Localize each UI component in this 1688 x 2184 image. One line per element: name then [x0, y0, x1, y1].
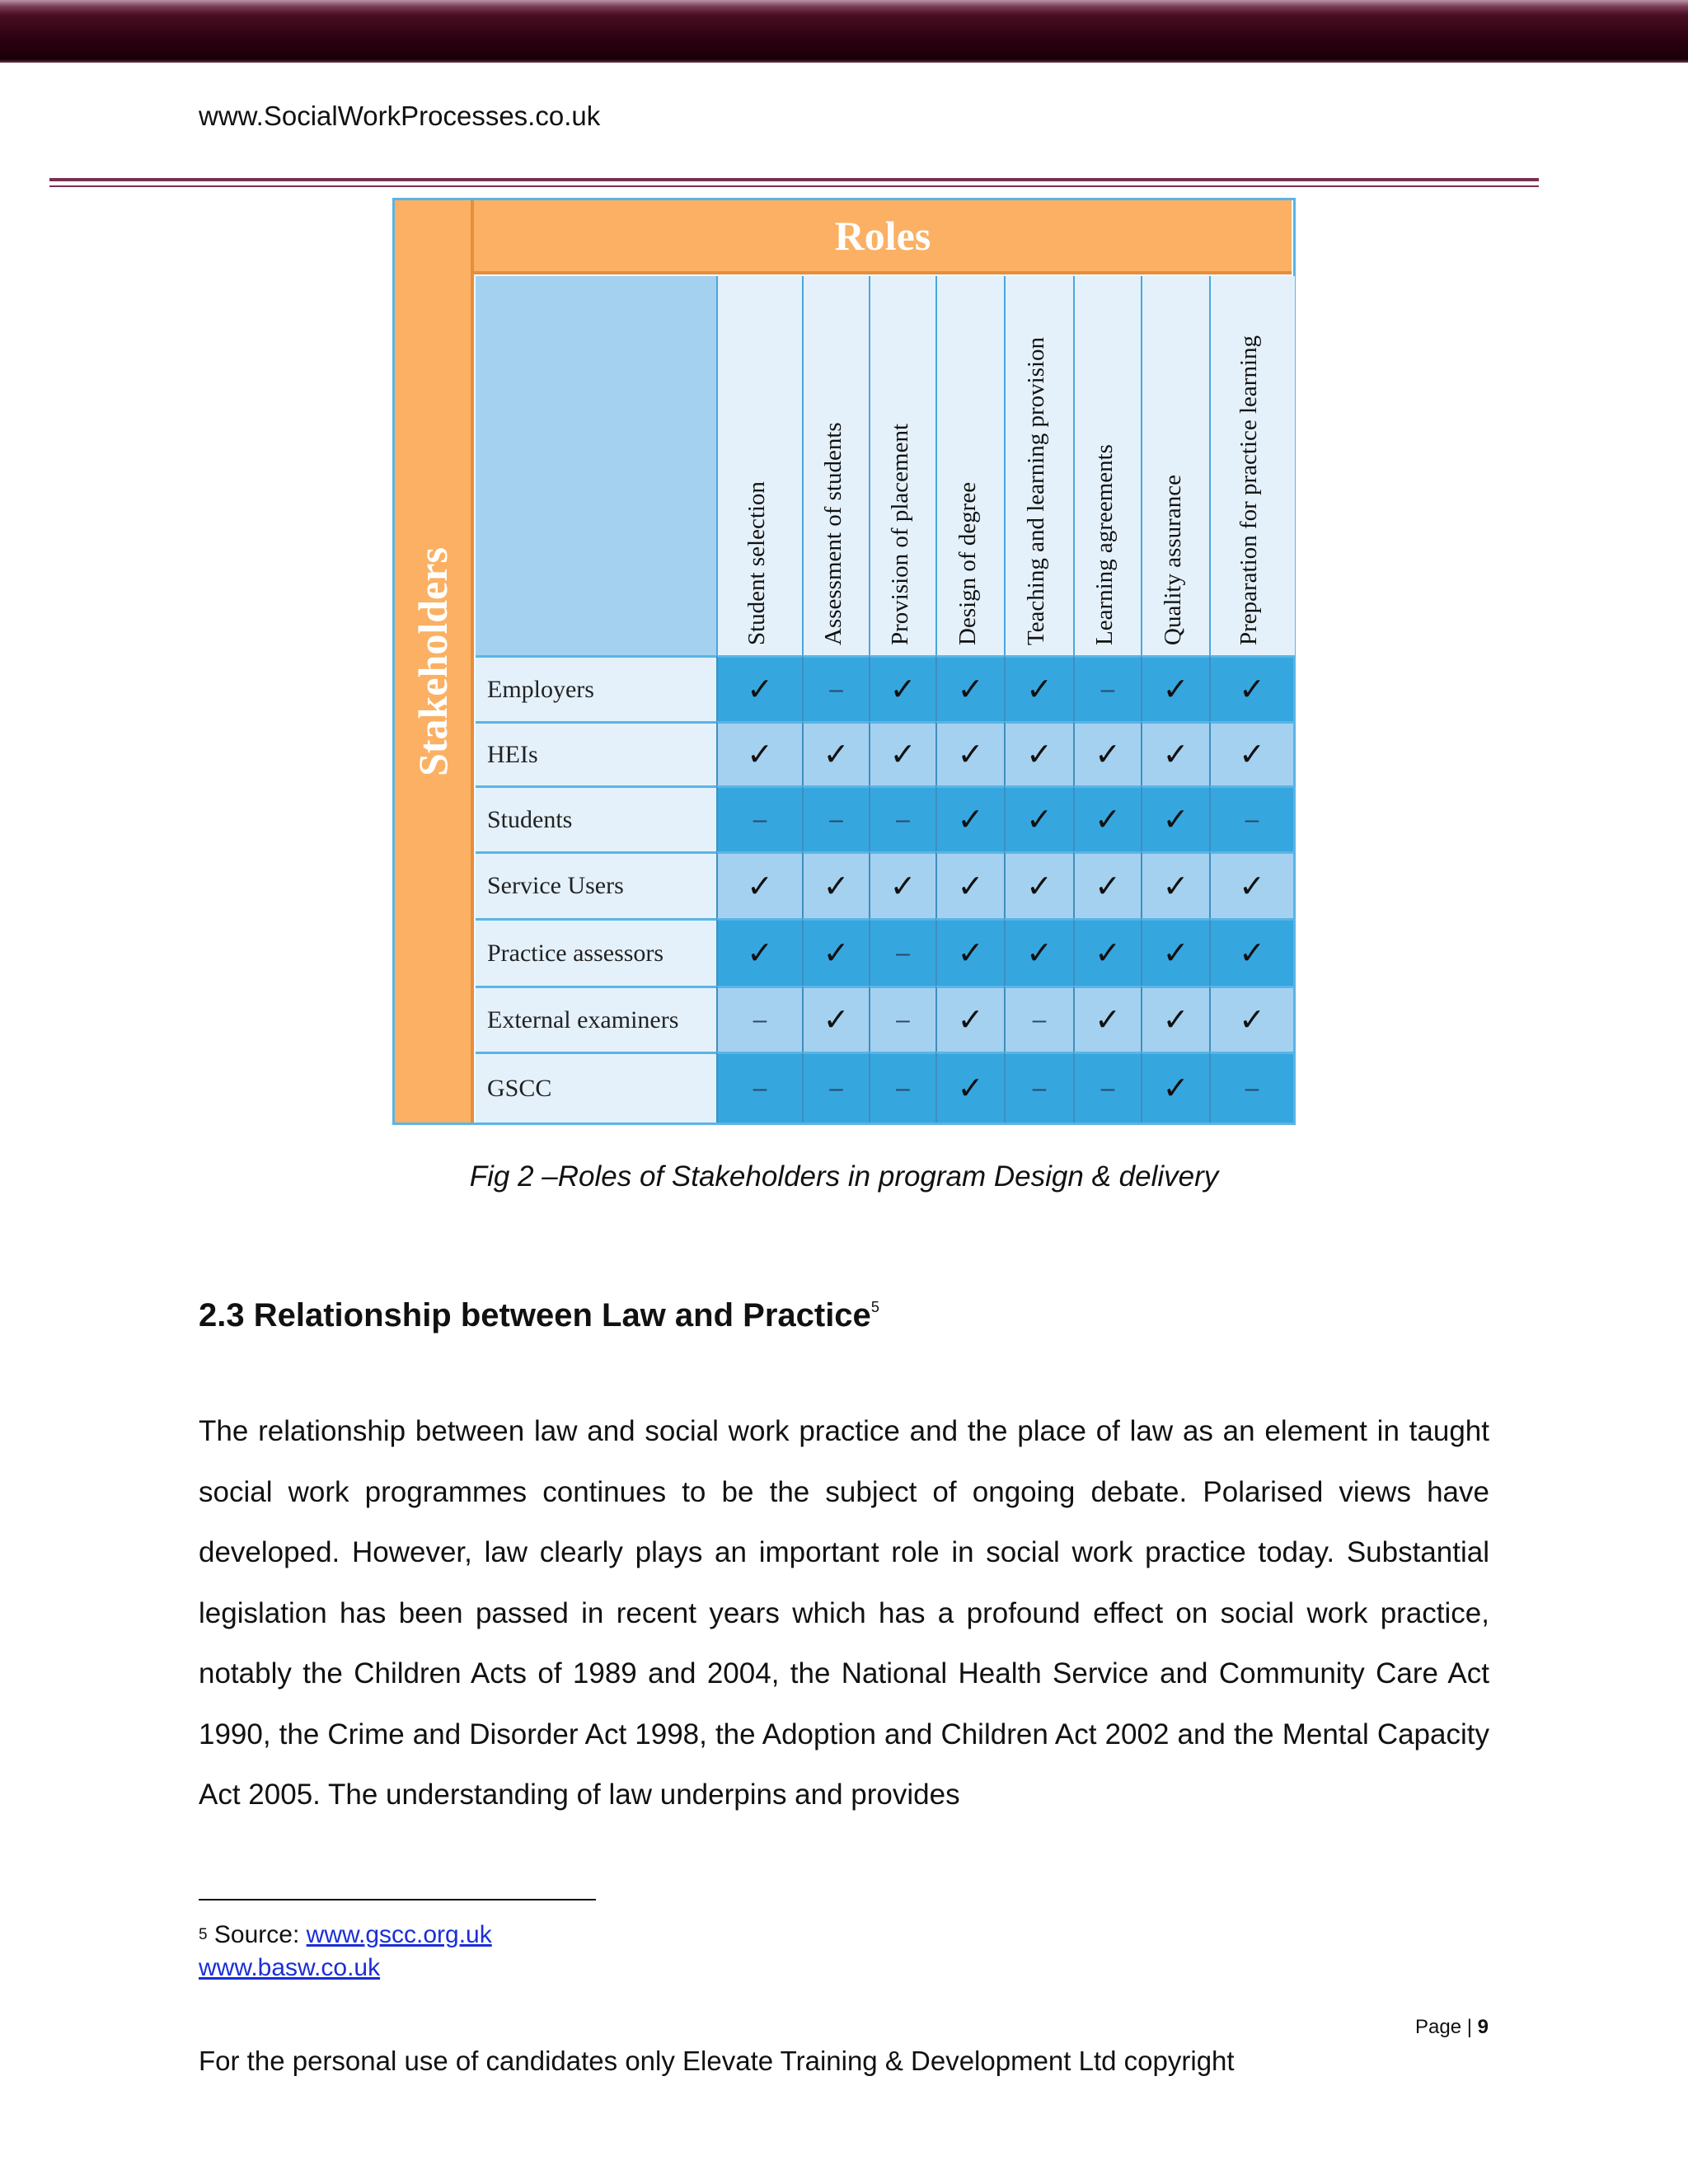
role-cell: ✓ — [869, 721, 935, 785]
role-cell: ✓ — [1209, 918, 1293, 986]
role-cell: – — [716, 785, 802, 851]
role-cell: ✓ — [716, 851, 802, 918]
role-cell: ✓ — [1073, 851, 1141, 918]
stakeholders-header-bar — [395, 200, 474, 1122]
role-cell: – — [1073, 655, 1141, 721]
column-header — [1073, 276, 1142, 655]
role-cell: ✓ — [1141, 785, 1209, 851]
roles-header-bar — [474, 200, 1292, 274]
top-banner — [0, 0, 1688, 63]
row-label: Practice assessors — [476, 918, 716, 986]
role-cell: – — [716, 1052, 802, 1122]
role-cell: ✓ — [1141, 721, 1209, 785]
column-header-label: Provision of placement — [886, 423, 913, 645]
role-cell: – — [1209, 1052, 1293, 1122]
section-heading — [199, 1297, 879, 1334]
role-cell: ✓ — [1004, 721, 1073, 785]
column-header — [802, 276, 870, 655]
column-header-label: Learning agreements — [1091, 444, 1118, 645]
role-cell: ✓ — [1209, 986, 1293, 1052]
role-cell: ✓ — [935, 655, 1004, 721]
column-header-label: Preparation for practice learning — [1236, 335, 1262, 645]
role-cell: – — [1209, 785, 1293, 851]
stakeholders-title: Stakeholders — [410, 547, 456, 776]
role-cell: ✓ — [802, 721, 869, 785]
role-cell: ✓ — [716, 721, 802, 785]
row-label: Students — [476, 785, 716, 851]
footer-copyright: For the personal use of candidates only Elevate Training & Development Ltd copyright — [199, 2046, 1235, 2076]
table-corner — [476, 276, 716, 655]
role-cell: – — [869, 1052, 935, 1122]
role-cell: – — [1073, 1052, 1141, 1122]
role-cell: ✓ — [1004, 785, 1073, 851]
body-paragraph: The relationship between law and social work practice and the place of law as an element in taught social work programmes continues to be the subject of ongoing debate. Polarised views have developed. However, law clearly plays an important role in social work practice today. Substantial legislation has been passed in recent years which has a profound effect on social work practice, notably the Children Acts of 1989 and 2004, the National Health Service and Community Care Act 1990, the Crime and Disorder Act 1998, the Adoption and Children Act 2002 and the Mental Capacity Act 2005. The understanding of law underpins and provides — [199, 1415, 1489, 1811]
footnote-source-label: Source: — [213, 1921, 300, 1948]
footnote-rule — [199, 1899, 596, 1900]
row-label: Service Users — [476, 851, 716, 918]
role-cell: ✓ — [1073, 785, 1141, 851]
figure-caption: Fig 2 –Roles of Stakeholders in program Design & delivery — [469, 1160, 1219, 1193]
role-cell: ✓ — [1004, 655, 1073, 721]
column-header — [1209, 276, 1295, 655]
role-cell: – — [1004, 986, 1073, 1052]
role-cell: ✓ — [802, 986, 869, 1052]
heading-footnote-ref: 5 — [870, 1299, 879, 1315]
role-cell: ✓ — [1073, 986, 1141, 1052]
column-header-label: Teaching and learning provision — [1023, 336, 1049, 645]
role-cell: ✓ — [1141, 918, 1209, 986]
section-heading-text: 2.3 Relationship between Law and Practice — [199, 1297, 871, 1333]
role-cell: ✓ — [1004, 918, 1073, 986]
page-number-value: 9 — [1477, 2016, 1489, 2038]
role-cell: ✓ — [716, 918, 802, 986]
footnote-link-basw[interactable]: www.basw.co.uk — [199, 1954, 381, 1981]
role-cell: ✓ — [1209, 721, 1293, 785]
role-cell: ✓ — [1004, 851, 1073, 918]
role-cell: ✓ — [802, 918, 869, 986]
row-label: HEIs — [476, 721, 716, 785]
header-rule-thin — [49, 185, 1539, 187]
role-cell: – — [802, 785, 869, 851]
column-header-label: Assessment of students — [819, 422, 846, 645]
role-cell: ✓ — [1141, 986, 1209, 1052]
footnote-link-gscc[interactable]: www.gscc.org.uk — [306, 1921, 492, 1948]
role-cell: ✓ — [935, 851, 1004, 918]
header-rule — [49, 178, 1539, 181]
role-cell: ✓ — [935, 918, 1004, 986]
column-header — [716, 276, 804, 655]
footnote — [199, 1919, 492, 1985]
roles-title: Roles — [834, 213, 931, 259]
column-header — [869, 276, 937, 655]
column-header — [1141, 276, 1211, 655]
role-cell: ✓ — [716, 655, 802, 721]
role-cell: ✓ — [802, 851, 869, 918]
stakeholder-roles-figure — [392, 198, 1296, 1125]
page-number — [1415, 2016, 1489, 2039]
row-label: GSCC — [476, 1052, 716, 1122]
role-cell: ✓ — [1141, 1052, 1209, 1122]
role-cell: ✓ — [935, 721, 1004, 785]
role-cell: ✓ — [935, 1052, 1004, 1122]
column-header-label: Student selection — [743, 481, 770, 645]
role-cell: – — [869, 986, 935, 1052]
role-cell: – — [869, 918, 935, 986]
role-cell: ✓ — [1141, 655, 1209, 721]
role-cell: ✓ — [1073, 918, 1141, 986]
column-header — [1004, 276, 1075, 655]
site-url: www.SocialWorkProcesses.co.uk — [199, 101, 601, 131]
row-label: External examiners — [476, 986, 716, 1052]
role-cell: ✓ — [1073, 721, 1141, 785]
role-cell: – — [716, 986, 802, 1052]
role-cell: – — [1004, 1052, 1073, 1122]
column-header — [935, 276, 1006, 655]
role-cell: – — [802, 1052, 869, 1122]
role-cell: ✓ — [869, 655, 935, 721]
footnote-number: 5 — [199, 1926, 208, 1943]
role-cell: ✓ — [1209, 851, 1293, 918]
column-header-label: Quality assurance — [1159, 475, 1186, 645]
role-cell: – — [869, 785, 935, 851]
row-label: Employers — [476, 655, 716, 721]
role-cell: ✓ — [935, 785, 1004, 851]
role-cell: ✓ — [869, 851, 935, 918]
column-header-label: Design of degree — [954, 481, 981, 645]
role-cell: – — [802, 655, 869, 721]
role-cell: ✓ — [1141, 851, 1209, 918]
page-label: Page | — [1415, 2016, 1472, 2038]
role-cell: ✓ — [935, 986, 1004, 1052]
role-cell: ✓ — [1209, 655, 1293, 721]
